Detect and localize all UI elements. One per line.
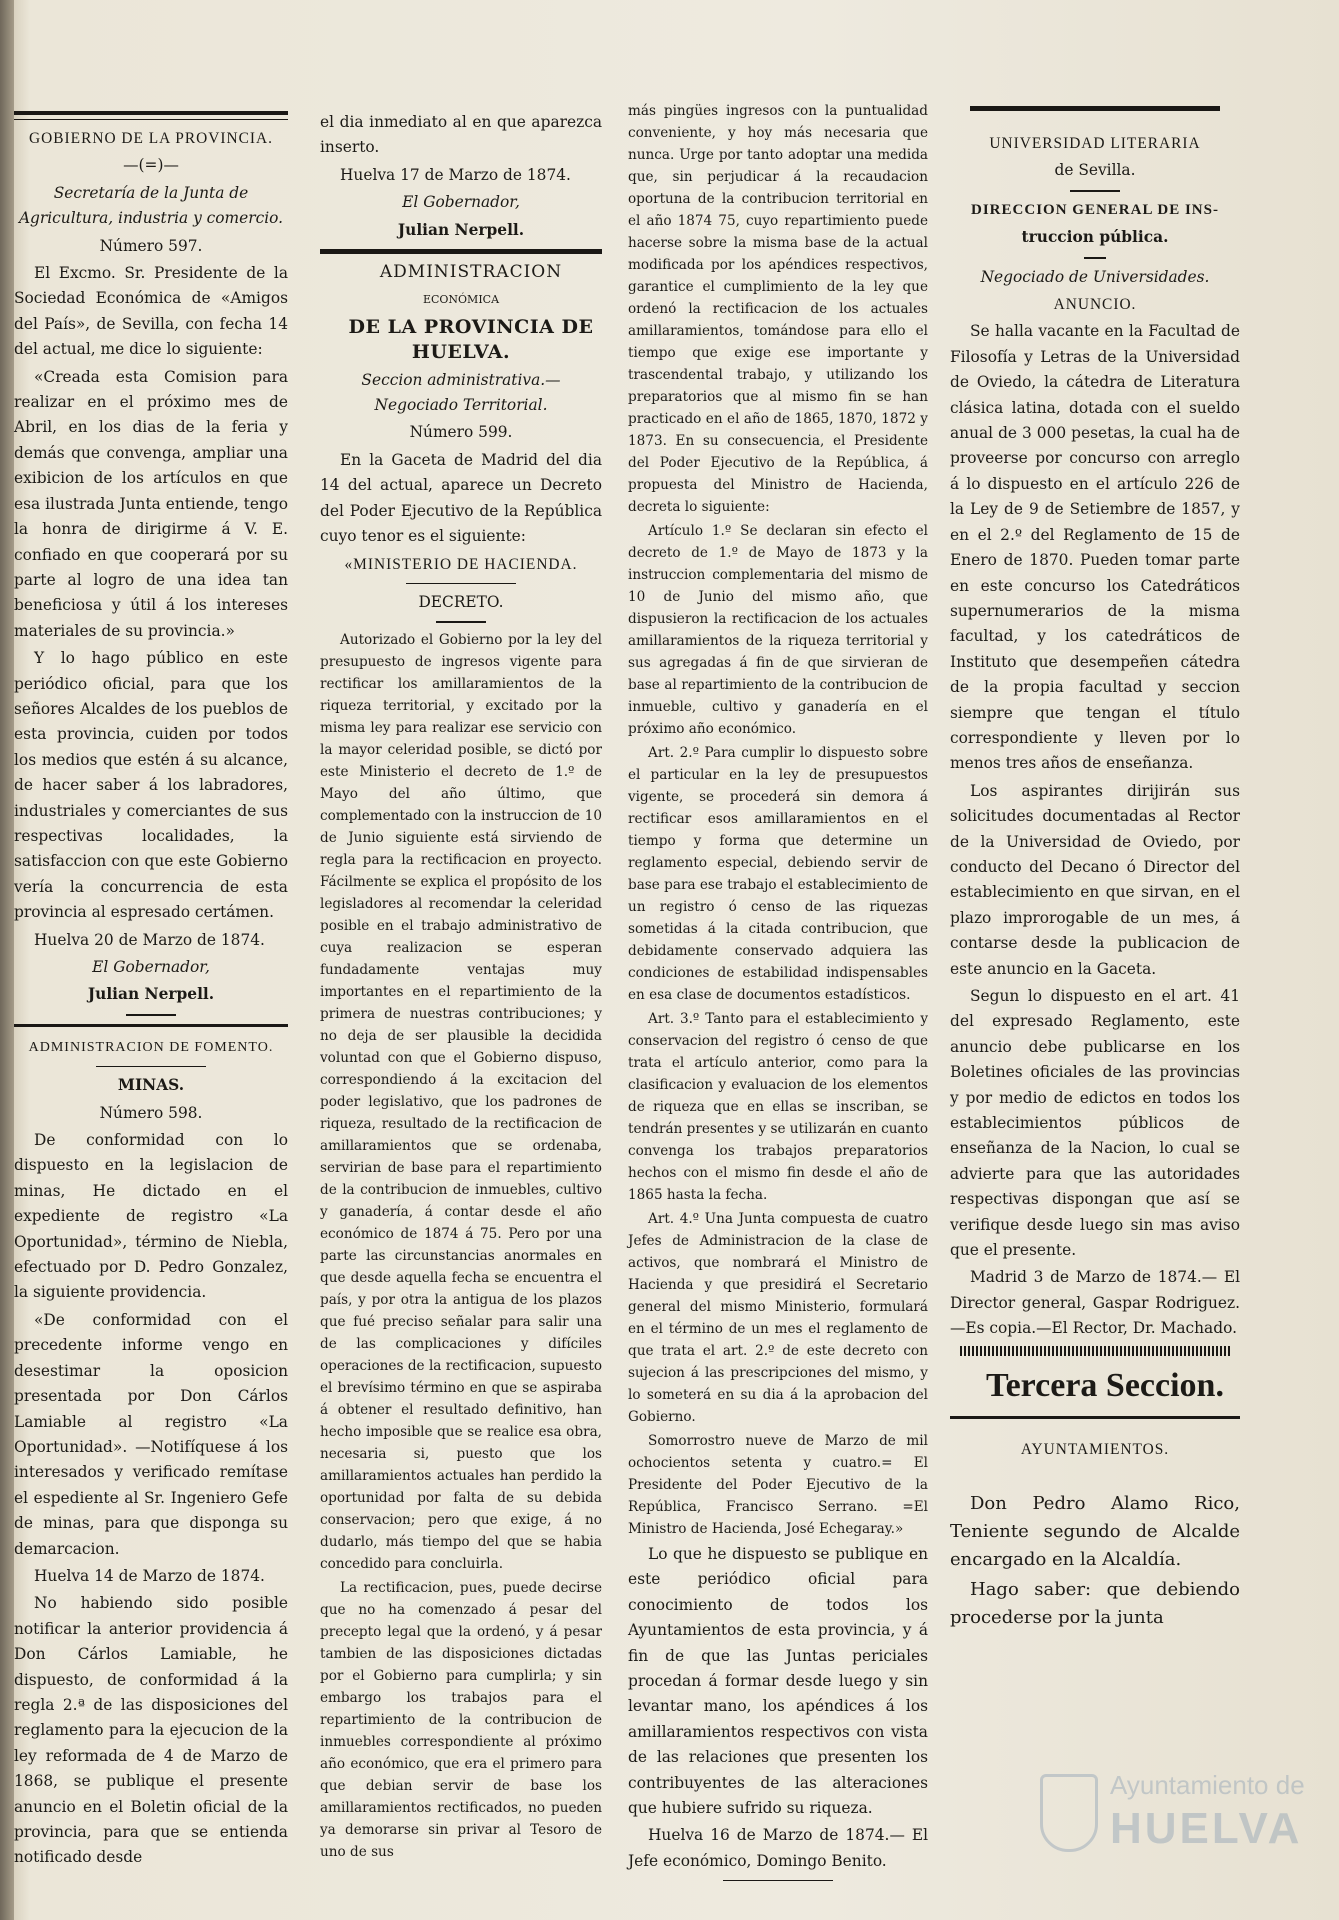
article: Art. 2.º Para cumplir lo dispuesto sobre el particular en la ley de presupuestos vigente, se procederá sin demora á rectificar esos amillaramientos en el tiempo y forma que determine un reglamento especial, debiendo servir de base para ese trabajo el establecimiento de un registro ó censo de las riquezas sometidas á la citada contribucion, que debidamente conservado adquiera las condiciones de estabilidad indispensables en esa clase de documentos estadísticos. xyxy=(628,745,928,1003)
section-heading: truccion pública. xyxy=(1021,228,1169,247)
column-4 xyxy=(950,106,1240,1634)
divider xyxy=(1084,257,1106,259)
date-line: Huelva 16 de Marzo de 1874.— El Jefe económico, Domingo Benito. xyxy=(628,1826,928,1870)
divider xyxy=(96,1066,206,1067)
section-heading: ADMINISTRACION xyxy=(379,262,563,283)
watermark-line: Ayuntamiento de xyxy=(1110,1770,1305,1800)
secretaria-line: Secretaría de la Junta de Agricultura, industria y comercio. xyxy=(18,183,284,228)
divider xyxy=(126,1014,176,1016)
signer-title: El Gobernador, xyxy=(92,958,210,976)
paragraph: Los aspirantes dirijirán sus solicitudes documentadas al Rector de la Universidad de Oviedo, por conducto del Decano ó Director del establecimiento en que sirvan, en el plazo improrogable de un mes, á contarse desde la publicacion de este anuncio en la Gaceta. xyxy=(950,781,1240,978)
article: Art. 3.º Tanto para el establecimiento y conservacion del registro ó censo de que trata el artículo anterior, como para la clasificacion y evaluacion de los elementos de riqueza que en ellas se inscriban, se tendrán presentes y se utilizarán en cuanto convenga los trabajos preparatorios hechos con el mismo fin desde el año de 1865 hasta la fecha. xyxy=(628,1011,929,1203)
paragraph: Don Pedro Alamo Rico, Teniente segundo de Alcalde encargado en la Alcaldía. xyxy=(950,1493,1240,1571)
section-rule xyxy=(14,111,288,120)
section-subheading: ECONÓMICA xyxy=(422,293,500,307)
paragraph: El Excmo. Sr. Presidente de la Sociedad Económica de «Amigos del País», de Sevilla, con fecha 14 del actual, me dice lo siguiente: xyxy=(14,264,288,359)
column-2 xyxy=(320,110,602,1865)
watermark-line: HUELVA xyxy=(1110,1804,1303,1853)
paragraph: Se halla vacante en la Facultad de Filosofía y Letras de la Universidad de Oviedo, la cátedra de Literatura clásica latina, dotada con el sueldo anual de 3 000 pesetas, la cual ha de proveerse por concurso con arreglo á lo dispuesto en el artículo 226 de la Ley de 9 de Setiembre de 1857, y en el 2.º del Reglamento de 15 de Enero de 1870. Pueden tomar parte en este concurso los Catedráticos supernumerarios de la misma facultad, y los catedráticos de Instituto que desempeñen cátedra de la propia facultad y seccion siempre que tengan el título correspondiente y lleven por lo menos tres años de enseñanza. xyxy=(950,322,1240,773)
paragraph: «De conformidad con el precedente informe vengo en desestimar la oposicion presentada por Don Cárlos Lamiable al registro «La Oportunidad». —Notifíquese á los interesados y verificado remítase el espediente al Sr. Ingeniero Gefe de minas, para que disponga su demarcacion. xyxy=(14,1310,288,1558)
section-heading: DE LA PROVINCIA DE HUELVA. xyxy=(348,315,594,364)
coat-of-arms-icon xyxy=(1040,1774,1098,1852)
paragraph: el dia inmediato al en que aparezca inserto. xyxy=(320,113,602,157)
date-line: Madrid 3 de Marzo de 1874.— El Director general, Gaspar Rodriguez.—Es copia.—El Rector, Dr. Machado. xyxy=(950,1268,1240,1338)
section-heading: UNIVERSIDAD LITERARIA xyxy=(989,135,1201,152)
paragraph: No habiendo sido posible notificar la anterior providencia á Don Cárlos Lamiable, he dispuesto, de conformidad á la regla 2.ª de las disposiciones del reglamento para la ejecucion de la ley reformada de 4 de Marzo de 1868, se publique el presente anuncio en el Boletin oficial de la provincia, para que se entienda notificado desde xyxy=(14,1594,288,1867)
watermark xyxy=(1040,1770,1310,1900)
decree-heading: DECRETO. xyxy=(418,592,504,611)
paragraph: En la Gaceta de Madrid del dia 14 del actual, aparece un Decreto del Poder Ejecutivo de la República cuyo tenor es el siguiente: xyxy=(320,450,602,546)
paragraph: De conformidad con lo dispuesto en la legislacion de minas, He dictado en el expediente de registro «La Oportunidad», término de Niebla, efectuado por D. Pedro Gonzalez, la siguiente providencia. xyxy=(14,1131,288,1302)
paragraph: Y lo hago público en este periódico oficial, para que los señores Alcaldes de los pueblos de esta provincia, cuiden por todos los medios que estén á su alcance, de hacer saber á los labradores, industriales y comerciantes de sus respectivas localidades, la satisfaccion con que este Gobierno vería la concurrencia de esta provincia al espresado certámen. xyxy=(14,649,288,922)
divider xyxy=(1070,190,1120,192)
date-line: Huelva 14 de Marzo de 1874. xyxy=(34,1566,265,1585)
paragraph: Lo que he dispuesto se publique en este periódico oficial para conocimiento de todos los Ayuntamientos de esta provincia, y á fin de que las Juntas periciales procedan á formar desde luego y sin levantar mano, los apéndices á los amillaramientos respectivos con vista de las relaciones que presenten los contribuyentes de las alteraciones que hubiere sufrido su riqueza. xyxy=(628,1545,928,1818)
notice-number: Número 597. xyxy=(99,236,203,255)
paragraph: La rectificacion, pues, puede decirse que no ha comenzado á pesar del precepto legal que la ordenó, y á pesar tambien de las disposiciones dictadas por el Gobierno para cumplirla; y sin embargo los trabajos para el repartimiento de la contribucion de inmuebles correspondiente al próximo año económico, que era el primero para que debian servir de base los amillaramientos rectificados, no pueden ya demorarse sin privar al Tesoro de uno de sus xyxy=(320,1580,602,1861)
section-heading: DIRECCION GENERAL DE INS- xyxy=(971,201,1219,218)
paragraph: Hago saber: que debiendo procederse por la junta xyxy=(950,1579,1240,1629)
heading-separator: —(=)— xyxy=(123,156,179,175)
column-3 xyxy=(628,100,928,1887)
date-line: Huelva 17 de Marzo de 1874. xyxy=(340,165,571,184)
article: Artículo 1.º Se declaran sin efecto el decreto de 1.º de Mayo de 1873 y la instruccion complementaria del mismo de 10 de Junio del mismo año, que dispusieron la rectificacion de los actuales amillaramientos de la riqueza territorial y sus agregadas á fin de que sirvieran de base al repartimiento de la contribucion de inmueble, cultivo y ganadería en el próximo año económico. xyxy=(628,523,928,737)
seccion-line: Seccion administrativa.—Negociado Territorial. xyxy=(361,370,561,415)
paragraph: Autorizado el Gobierno por la ley del presupuesto de ingresos vigente para rectificar los amillaramientos de la riqueza territorial, y excitado por la misma ley para realizar ese servicio con la mayor celeridad posible, se dictó por este Ministerio el decreto de 1.º de Mayo del año último, que complementado con la instruccion de 10 de Junio siguiente está sirviendo de regla para la rectificacion en proyecto. Fácilmente se explica el propósito de los legisladores al recomendar la celeridad posible en el trabajo administrativo de cuya realizacion se esperan fundadamente ventajas muy importantes en el repartimiento de la primera de nuestras contribuciones; y no deja de ser plausible la decidida voluntad con que el Gobierno dispuso, correspondiendo á la excitacion del poder legislativo, que los padrones de riqueza, resultado de la rectificacion de amillaramientos que se ordenaba, servirian de base para el repartimiento de la contribucion de inmuebles, cultivo y ganadería, á contar desde el año económico de 1874 á 75. Pero por una parte las circunstancias anormales en que desde aquella fecha se encuentra el país, y por otra la antigua de los plazos que fué preciso señalar para salir una de las complicaciones y difíciles operaciones de la rectificacion, supuesto el brevísimo término en que se aspiraba á obtener el resultado definitivo, han hecho imposible que se realice esa obra, necesaria si, puesto que los amillaramientos actuales han perdido la oportunidad por falta de su debida conservacion; pero que exige, á no dudarlo, más tiempo del que se habia concedido para concluirla. xyxy=(320,632,602,1573)
notice-number: Número 598. xyxy=(99,1103,203,1122)
section-subheading: de Sevilla. xyxy=(1054,161,1136,180)
paragraph: Somorrostro nueve de Marzo de mil ochocientos setenta y cuatro.= El Presidente del Poder Ejecutivo de la República, Francisco Serrano. =El Ministro de Hacienda, José Echegaray.» xyxy=(628,1433,928,1537)
signer-title: El Gobernador, xyxy=(402,193,520,212)
paragraph: Segun lo dispuesto en el art. 41 del expresado Reglamento, este anuncio debe publicarse en los Boletines oficiales de las provincias y por medio de edictos en todos los establecimientos públicos de enseñanza de la Nacion, lo cual se advierte para que las autoridades respectivas dispongan que así se verifique desde luego sin mas aviso que el presente. xyxy=(950,987,1240,1260)
section-heading: AYUNTAMIENTOS. xyxy=(1020,1440,1170,1458)
date-line: Huelva 20 de Marzo de 1874. xyxy=(34,930,265,949)
signature: Julian Nerpell. xyxy=(397,220,525,239)
divider xyxy=(406,583,516,584)
section-heading: ADMINISTRACION DE FOMENTO. xyxy=(28,1039,274,1055)
ministry-heading: «MINISTERIO DE HACIENDA. xyxy=(344,555,578,573)
section-heading: GOBIERNO DE LA PROVINCIA. xyxy=(29,130,273,147)
section-title: Tercera Seccion. xyxy=(986,1366,1224,1404)
negociado-line: Negociado de Universidades. xyxy=(980,267,1210,286)
signature: Julian Nerpell. xyxy=(87,985,215,1004)
divider xyxy=(14,1024,288,1027)
divider xyxy=(436,621,486,623)
paragraph: más pingües ingresos con la puntualidad conveniente, y hoy más necesaria que nunca. Urge por tanto adoptar una medida que, sin perjudicar á la recaudacion oportuna de la contribucion territorial en el año 1874 75, cuyo repartimiento puede hacerse sobre la misma base de la actual modificada por los apéndices respectivos, garantice el cumplimiento de la ley que ordenó la rectificacion de los actuales amillaramientos, tomándose para ello el tiempo que exige ese importante y trascendental trabajo, y utilizando los preparatorios que al mismo fin se han practicado en el año de 1865, 1870, 1872 y 1873. En su consecuencia, el Presidente del Poder Ejecutivo de la República, á propuesta del Ministro de Hacienda, decreta lo siguiente: xyxy=(628,103,928,515)
page-gutter xyxy=(0,0,14,1920)
paragraph: «Creada esta Comision para realizar en el próximo mes de Abril, en los dias de la feria y demás que convenga, ampliar una exibicion de los artículos en que esa ilustrada Junta entiende, tengo la honra de dirigirme á V. E. confiado en que cooperará por su parte al logro de una idea tan beneficiosa y útil á los intereses materiales de su provincia.» xyxy=(14,367,288,640)
divider xyxy=(970,106,1220,111)
subheading: MINAS. xyxy=(117,1076,185,1095)
article: Art. 4.º Una Junta compuesta de cuatro Jefes de Administracion de la clase de activos, que nombrará el Ministro de Hacienda y que presidirá el Secretario general del mismo Ministerio, formulará en el término de un mes el reglamento de que trata el art. 2.º de este decreto con sujecion á las prescripciones del mismo, y lo someterá en su dia á la aprobacion del Gobierno. xyxy=(628,1211,928,1425)
divider xyxy=(320,249,602,254)
notice-number: Número 599. xyxy=(409,423,513,442)
column-1 xyxy=(14,105,288,1873)
ornamental-rule xyxy=(960,1346,1230,1356)
announcement-heading: ANUNCIO. xyxy=(1053,296,1137,314)
divider xyxy=(723,1880,833,1881)
divider xyxy=(950,1416,1240,1419)
